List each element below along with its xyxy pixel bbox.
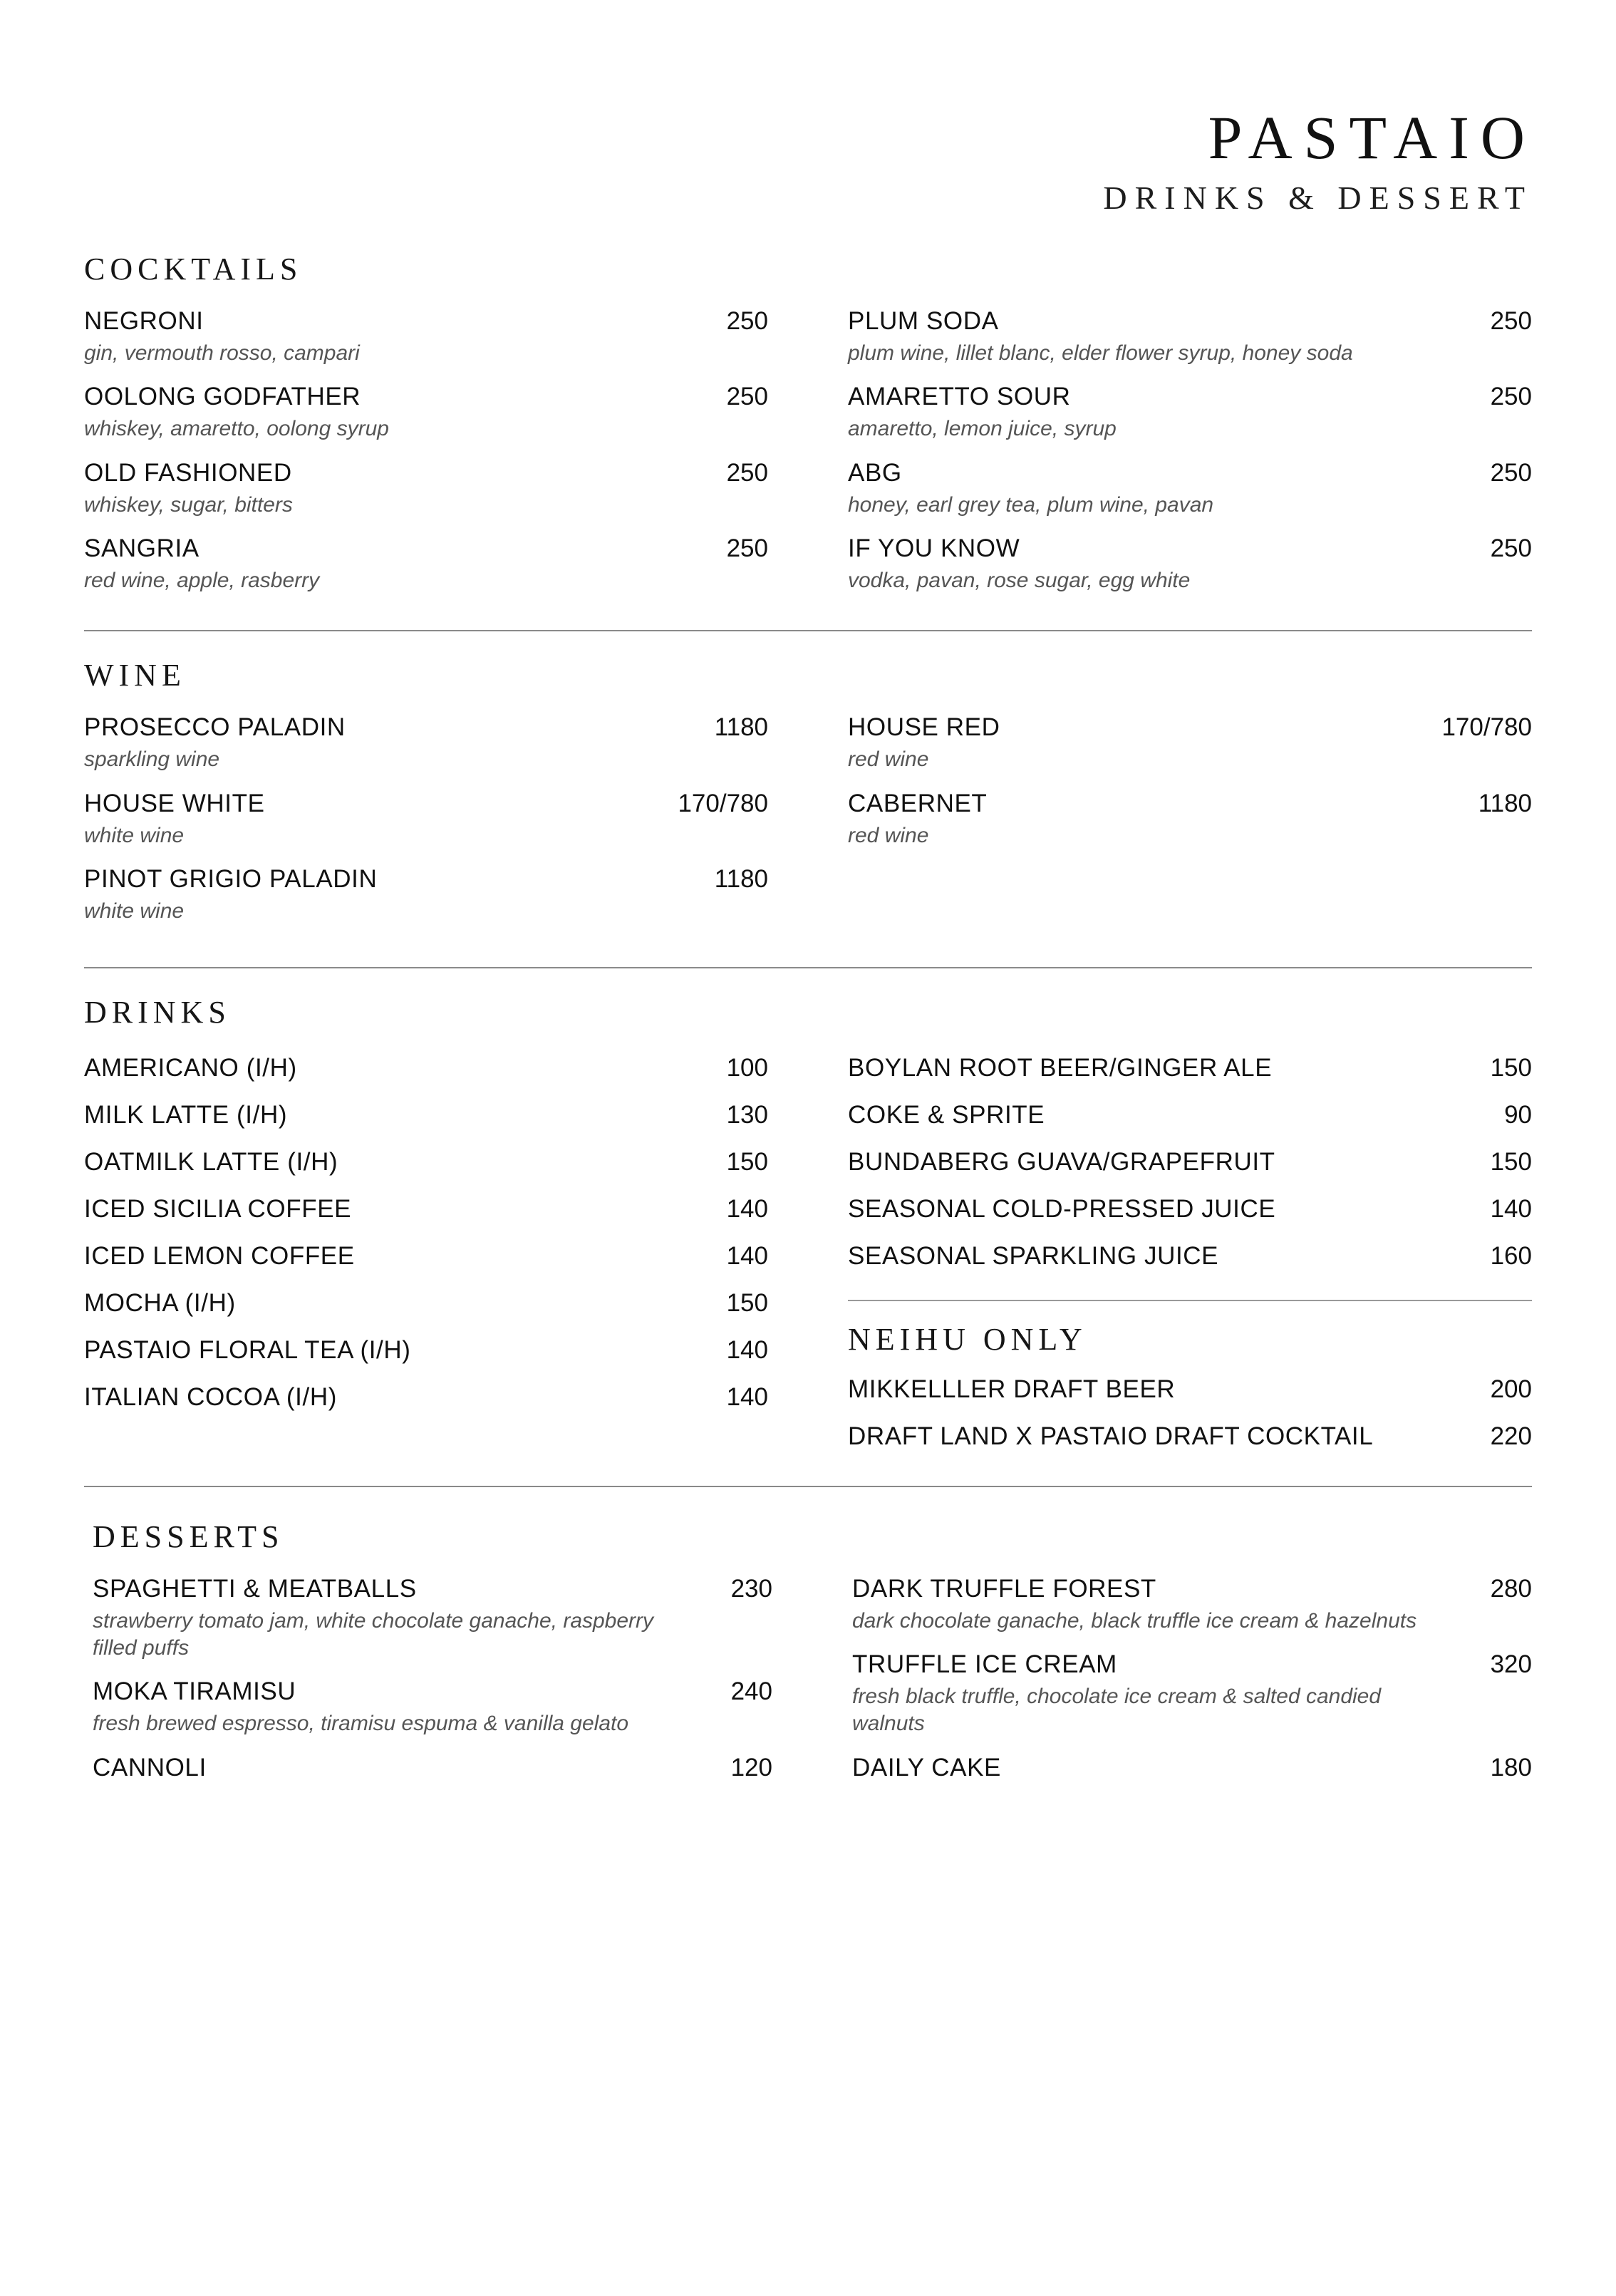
section-title-drinks: DRINKS xyxy=(84,994,231,1030)
menu-item-head xyxy=(84,1374,768,1421)
menu-item-price: 1180 xyxy=(1478,789,1532,817)
cocktails-column-right xyxy=(839,307,1532,611)
menu-item-name: SEASONAL SPARKLING JUICE xyxy=(848,1241,1219,1270)
section-title-wine: WINE xyxy=(84,658,186,693)
drinks-column-right xyxy=(839,1045,1532,1460)
wine-columns xyxy=(84,713,1532,941)
menu-item-head xyxy=(84,790,768,818)
menu-item-name: SEASONAL COLD-PRESSED JUICE xyxy=(848,1194,1276,1223)
menu-item-description: red wine, apple, rasberry xyxy=(84,568,320,592)
menu-item-head xyxy=(848,790,1532,818)
menu-item-price: 230 xyxy=(730,1574,772,1603)
menu-item-description: fresh brewed espresso, tiramisu espuma & vanilla gelato xyxy=(93,1712,629,1736)
menu-item-head xyxy=(848,1045,1532,1092)
menu-item-price: 150 xyxy=(726,1147,768,1176)
menu-item xyxy=(93,1677,772,1737)
menu-item-price: 150 xyxy=(1490,1053,1532,1082)
menu-item-head xyxy=(848,383,1532,411)
menu-item-price: 280 xyxy=(1490,1574,1532,1603)
menu-item-name: PROSECCO PALADIN xyxy=(84,713,346,742)
menu-item-price: 160 xyxy=(1490,1241,1532,1270)
menu-item-name: PINOT GRIGIO PALADIN xyxy=(84,865,378,894)
menu-item-description: white wine xyxy=(84,899,185,924)
menu-item-name: CANNOLI xyxy=(93,1753,207,1782)
menu-item-price: 140 xyxy=(726,1335,768,1364)
menu-item-price: 90 xyxy=(1504,1100,1532,1129)
menu-item-price: 220 xyxy=(1490,1422,1532,1450)
menu-item xyxy=(84,1280,768,1327)
menu-item-price: 200 xyxy=(1490,1375,1532,1403)
menu-item-price: 180 xyxy=(1490,1753,1532,1782)
menu-item xyxy=(84,1186,768,1233)
menu-item xyxy=(848,307,1532,367)
menu-item-name: DAILY CAKE xyxy=(852,1753,1001,1782)
menu-item-price: 250 xyxy=(1490,534,1532,562)
menu-item-name: SANGRIA xyxy=(84,534,200,562)
menu-item-name: BOYLAN ROOT BEER/GINGER ALE xyxy=(848,1053,1273,1082)
menu-item-head xyxy=(93,1575,772,1603)
brand-subtitle: DRINKS & DESSERT xyxy=(1103,180,1533,216)
menu-item xyxy=(84,865,768,925)
menu-item-price: 240 xyxy=(730,1677,772,1706)
menu-item-name: MIKKELLLER DRAFT BEER xyxy=(848,1375,1176,1403)
menu-item-price: 1180 xyxy=(714,865,768,894)
menu-item xyxy=(84,1327,768,1374)
menu-item xyxy=(84,1233,768,1280)
menu-item-head xyxy=(848,1233,1532,1280)
drinks-column-left xyxy=(84,1045,768,1460)
menu-item-name: OLD FASHIONED xyxy=(84,458,292,487)
menu-item-name: MOCHA (I/H) xyxy=(84,1288,236,1317)
menu-item xyxy=(84,307,768,367)
menu-item-name: IF YOU KNOW xyxy=(848,534,1020,562)
menu-item-head xyxy=(848,1413,1532,1460)
menu-item-head xyxy=(93,1754,772,1782)
menu-item-head xyxy=(93,1677,772,1706)
menu-item-description: honey, earl grey tea, plum wine, pavan xyxy=(848,492,1214,517)
menu-item-name: COKE & SPRITE xyxy=(848,1100,1045,1129)
menu-item xyxy=(848,534,1532,594)
menu-item-price: 250 xyxy=(726,458,768,487)
menu-item-name: ICED LEMON COFFEE xyxy=(84,1241,355,1270)
menu-item-head xyxy=(84,459,768,487)
menu-item-description: plum wine, lillet blanc, elder flower syrup, honey soda xyxy=(848,341,1353,365)
menu-item-head xyxy=(852,1575,1532,1603)
menu-item xyxy=(848,1092,1532,1139)
section-title-neihu-only: NEIHU ONLY xyxy=(848,1321,1087,1357)
menu-item-head xyxy=(84,1139,768,1186)
menu-item xyxy=(848,459,1532,519)
menu-item-price: 250 xyxy=(726,306,768,335)
masthead xyxy=(84,0,1536,219)
section-title-desserts: DESSERTS xyxy=(93,1519,284,1554)
menu-item-name: CABERNET xyxy=(848,789,988,817)
menu-item-description: amaretto, lemon juice, syrup xyxy=(848,417,1117,441)
menu-item-head xyxy=(848,1366,1532,1413)
menu-item xyxy=(848,383,1532,443)
menu-item-head xyxy=(84,534,768,563)
menu-item-name: BUNDABERG GUAVA/GRAPEFRUIT xyxy=(848,1147,1275,1176)
menu-item-price: 100 xyxy=(726,1053,768,1082)
menu-item-name: SPAGHETTI & MEATBALLS xyxy=(93,1574,417,1603)
menu-item-price: 150 xyxy=(1490,1147,1532,1176)
menu-item-name: ITALIAN COCOA (I/H) xyxy=(84,1382,337,1411)
desserts-column-right xyxy=(844,1575,1532,1798)
menu-item xyxy=(84,1045,768,1092)
menu-item-head xyxy=(84,1233,768,1280)
menu-item xyxy=(848,1045,1532,1092)
menu-item-name: HOUSE WHITE xyxy=(84,789,265,817)
menu-item-head xyxy=(84,307,768,336)
menu-item-head xyxy=(84,713,768,742)
menu-item-description: red wine xyxy=(848,748,929,772)
menu-item xyxy=(848,790,1532,849)
menu-item-description: white wine xyxy=(84,823,185,847)
menu-item xyxy=(84,713,768,773)
menu-item-name: NEGRONI xyxy=(84,306,204,335)
menu-item xyxy=(848,1139,1532,1186)
menu-item-name: DRAFT LAND X PASTAIO DRAFT COCKTAIL xyxy=(848,1422,1374,1450)
menu-item-price: 140 xyxy=(726,1382,768,1411)
menu-item-price: 140 xyxy=(726,1241,768,1270)
menu-item-name: HOUSE RED xyxy=(848,713,1000,742)
menu-item-description: vodka, pavan, rose sugar, egg white xyxy=(848,568,1191,592)
menu-item-name: MILK LATTE (I/H) xyxy=(84,1100,288,1129)
menu-item xyxy=(852,1650,1532,1738)
menu-item-name: ABG xyxy=(848,458,902,487)
menu-item xyxy=(84,459,768,519)
menu-item-name: PLUM SODA xyxy=(848,306,999,335)
menu-item-head xyxy=(84,1092,768,1139)
desserts-column-left xyxy=(84,1575,772,1798)
menu-item-head xyxy=(848,1139,1532,1186)
menu-item-description: sparkling wine xyxy=(84,748,220,772)
menu-item-name: OATMILK LATTE (I/H) xyxy=(84,1147,338,1176)
menu-item xyxy=(848,1366,1532,1413)
drinks-columns xyxy=(84,1045,1532,1460)
menu-item-price: 250 xyxy=(1490,458,1532,487)
menu-item-head xyxy=(848,1186,1532,1233)
menu-item xyxy=(848,1233,1532,1280)
menu-item-description: whiskey, sugar, bitters xyxy=(84,492,293,517)
menu-item-head xyxy=(848,307,1532,336)
menu-item xyxy=(84,1092,768,1139)
menu-item-head xyxy=(852,1754,1532,1782)
menu-item-description: red wine xyxy=(848,823,929,847)
wine-column-right xyxy=(839,713,1532,941)
menu-item-name: DARK TRUFFLE FOREST xyxy=(852,1574,1156,1603)
menu-item-name: TRUFFLE ICE CREAM xyxy=(852,1650,1117,1678)
menu-item xyxy=(84,1139,768,1186)
wine-column-left xyxy=(84,713,768,941)
menu-item-price: 1180 xyxy=(714,713,768,742)
menu-item xyxy=(852,1575,1532,1635)
brand-title: PASTAIO xyxy=(1208,103,1536,172)
menu-item xyxy=(84,1374,768,1421)
menu-item-name: MOKA TIRAMISU xyxy=(93,1677,296,1706)
menu-item xyxy=(93,1575,772,1662)
menu-item-price: 120 xyxy=(730,1753,772,1782)
menu-item xyxy=(84,534,768,594)
menu-item xyxy=(84,790,768,849)
desserts-columns xyxy=(84,1575,1532,1798)
menu-item-description: fresh black truffle, chocolate ice cream & salted candied walnuts xyxy=(852,1684,1382,1736)
menu-item-price: 320 xyxy=(1490,1650,1532,1678)
section-drinks xyxy=(84,994,1532,1460)
menu-item xyxy=(848,713,1532,773)
menu-item-price: 150 xyxy=(726,1288,768,1317)
cocktails-columns xyxy=(84,307,1532,611)
menu-item-head xyxy=(848,534,1532,563)
menu-item-price: 170/780 xyxy=(678,789,768,817)
menu-item-description: strawberry tomato jam, white chocolate ganache, raspberry filled puffs xyxy=(93,1608,654,1660)
menu-item-head xyxy=(84,1045,768,1092)
menu-item-price: 250 xyxy=(1490,306,1532,335)
menu-item-description: whiskey, amaretto, oolong syrup xyxy=(84,417,389,441)
menu-item xyxy=(93,1754,772,1782)
menu-item-price: 140 xyxy=(726,1194,768,1223)
menu-item-head xyxy=(848,713,1532,742)
menu-item-price: 130 xyxy=(726,1100,768,1129)
cocktails-column-left xyxy=(84,307,768,611)
menu-item xyxy=(852,1754,1532,1782)
section-cocktails xyxy=(84,251,1532,611)
menu-item-head xyxy=(84,1327,768,1374)
menu-item-price: 250 xyxy=(726,383,768,411)
section-desserts xyxy=(84,1519,1532,1798)
menu-item-price: 140 xyxy=(1490,1194,1532,1223)
menu-item-head xyxy=(84,865,768,894)
menu-item xyxy=(848,1186,1532,1233)
menu-item-price: 170/780 xyxy=(1441,713,1532,742)
menu-item xyxy=(84,383,768,443)
menu-item-name: PASTAIO FLORAL TEA (I/H) xyxy=(84,1335,411,1364)
menu-item-head xyxy=(852,1650,1532,1679)
menu-item-head xyxy=(84,1280,768,1327)
menu-item-head xyxy=(84,383,768,411)
menu-item-name: OOLONG GODFATHER xyxy=(84,383,361,411)
menu-item-price: 250 xyxy=(1490,383,1532,411)
section-wine xyxy=(84,657,1532,941)
menu-item-head xyxy=(84,1186,768,1233)
menu-item-name: ICED SICILIA COFFEE xyxy=(84,1194,352,1223)
section-title-cocktails: COCKTAILS xyxy=(84,251,303,286)
menu-item-description: gin, vermouth rosso, campari xyxy=(84,341,360,365)
menu-item-head xyxy=(848,459,1532,487)
menu-item-price: 250 xyxy=(726,534,768,562)
menu-item-name: AMARETTO SOUR xyxy=(848,383,1071,411)
menu-item-head xyxy=(848,1092,1532,1139)
menu-item xyxy=(848,1413,1532,1460)
menu-item-name: AMERICANO (I/H) xyxy=(84,1053,297,1082)
menu-item-description: dark chocolate ganache, black truffle ice cream & hazelnuts xyxy=(852,1608,1417,1633)
